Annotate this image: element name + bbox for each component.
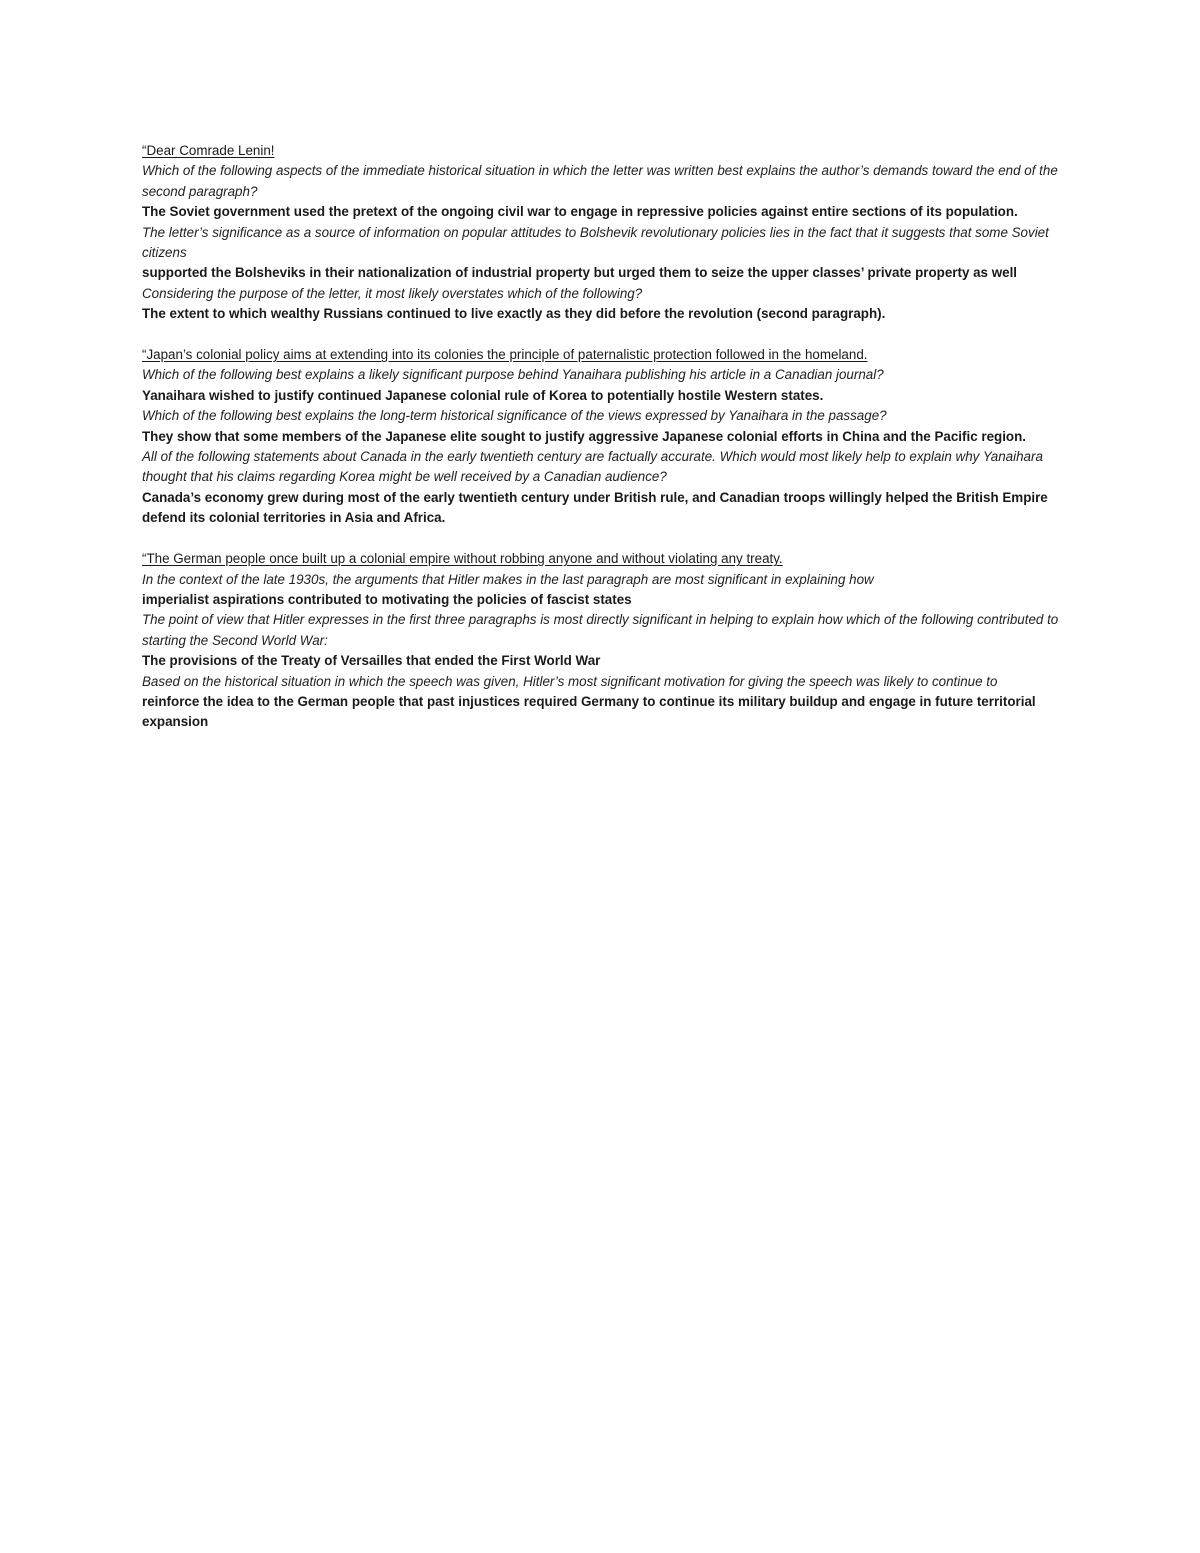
answer-text: Yanaihara wished to justify continued Japanese colonial rule of Korea to potentially hostile Western states. (142, 387, 824, 403)
answer-text: They show that some members of the Japanese elite sought to justify aggressive Japanese colonial efforts in China and the Pacific region. (142, 428, 1027, 444)
section-heading: “The German people once built up a colonial empire without robbing anyone and without violating any treaty. (142, 551, 783, 567)
question-text: Which of the following best explains a likely significant purpose behind Yanaihara publishing his article in a Canadian journal? (142, 367, 884, 383)
answer-text: reinforce the idea to the German people that past injustices required Germany to continue its military buildup and engage in future territorial expansion (142, 693, 1036, 730)
question-text: In the context of the late 1930s, the arguments that Hitler makes in the last paragraph are most significant in explaining how (142, 571, 874, 587)
section-german-colonial (142, 549, 1067, 733)
answer-text: The Soviet government used the pretext of the ongoing civil war to engage in repressive policies against entire sections of its population. (142, 204, 1018, 220)
question-text: Which of the following best explains the long-term historical significance of the views expressed by Yanaihara in the passage? (142, 408, 887, 424)
section-heading: “Dear Comrade Lenin! (142, 143, 275, 158)
section-japan-colonial (142, 345, 1067, 529)
section-spacer (142, 529, 1067, 549)
answer-text: Canada’s economy grew during most of the early twentieth century under British rule, and Canadian troops willingly helped the British Empire defend its colonial territories in Asia and Africa. (142, 489, 1048, 526)
document-page (142, 141, 1067, 733)
question-text: Which of the following aspects of the immediate historical situation in which the letter was written best explains the author’s demands toward the end of the second paragraph? (142, 163, 1058, 199)
question-text: Considering the purpose of the letter, it most likely overstates which of the following? (142, 285, 643, 301)
question-text: The letter’s significance as a source of information on popular attitudes to Bolshevik revolutionary policies lies in the fact that it suggests that some Soviet citizens (142, 224, 1049, 261)
answer-text: supported the Bolsheviks in their nationalization of industrial property but urged them to seize the upper classes’ private property as well (142, 265, 1018, 281)
section-lenin-letter (142, 141, 1067, 325)
section-spacer (142, 325, 1067, 345)
question-text: The point of view that Hitler expresses in the first three paragraphs is most directly significant in helping to explain how which of the following contributed to starting the Second World War: (142, 612, 1059, 648)
question-text: Based on the historical situation in which the speech was given, Hitler’s most significant motivation for giving the speech was likely to continue to (142, 673, 998, 689)
answer-text: The extent to which wealthy Russians continued to live exactly as they did before the revolution (second paragraph). (142, 306, 886, 322)
section-heading: “Japan’s colonial policy aims at extending into its colonies the principle of paternalistic protection followed in the homeland. (142, 347, 868, 363)
question-text: All of the following statements about Canada in the early twentieth century are factually accurate. Which would most likely help to explain why Yanaihara thought that his claims regarding Korea might be well received by a Canadian audience? (142, 449, 1043, 485)
answer-text: imperialist aspirations contributed to motivating the policies of fascist states (142, 591, 632, 607)
answer-text: The provisions of the Treaty of Versailles that ended the First World War (142, 653, 601, 669)
